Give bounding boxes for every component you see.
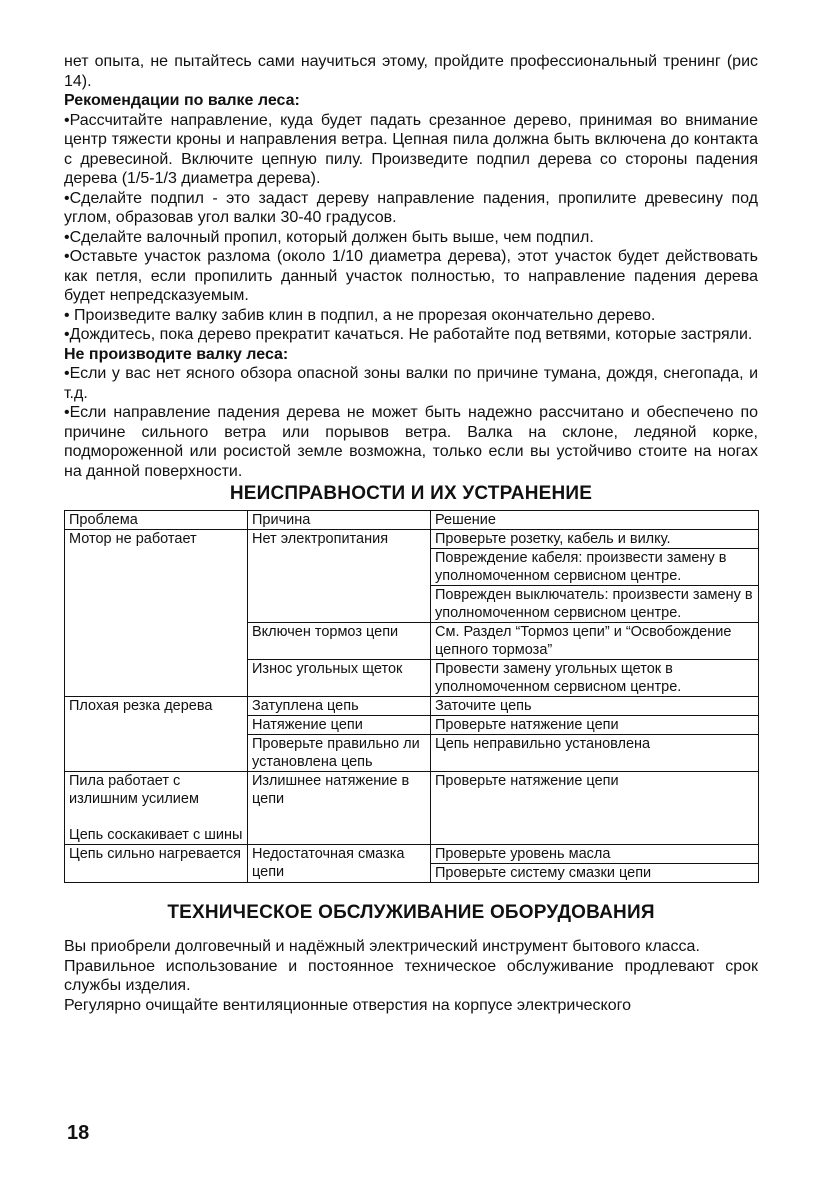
- solution-cell: Проверьте натяжение цепи: [431, 772, 759, 845]
- recommendation-item: •Дождитесь, пока дерево прекратит качаться. Не работайте под ветвями, которые застряли.: [64, 326, 753, 343]
- cause-cell: Износ угольных щеток: [248, 660, 431, 697]
- recommendation-item: •Оставьте участок разлома (около 1/10 диаметра дерева), этот участок будет действовать как петля, если пропилить данный участок полностью, то направление падения дерева будет непредсказуемым.: [64, 248, 758, 304]
- maintenance-paragraph: Вы приобрели долговечный и надёжный электрический инструмент бытового класса.: [64, 938, 700, 955]
- recommendation-item: •Сделайте подпил - это задаст дереву направление падения, пропилите древесину под углом, образовав угол валки 30-40 градусов.: [64, 189, 758, 226]
- solution-cell: Провести замену угольных щеток в уполномоченном сервисном центре.: [431, 660, 759, 697]
- problem-cell: Плохая резка дерева: [65, 697, 248, 772]
- table-header-row: [65, 511, 759, 530]
- solution-cell: Проверьте систему смазки цепи: [431, 864, 759, 883]
- cause-cell: Излишнее натяжение в цепи: [248, 772, 431, 845]
- solution-cell: Поврежден выключатель: произвести замену в уполномоченном сервисном центре.: [431, 586, 759, 623]
- recommendation-item: • Произведите валку забив клин в подпил, а не прорезая окончательно дерево.: [64, 306, 656, 324]
- header-solution: Решение: [431, 511, 759, 530]
- cause-cell: Включен тормоз цепи: [248, 623, 431, 660]
- page-content: [64, 52, 758, 1015]
- solution-cell: Проверьте розетку, кабель и вилку.: [431, 530, 759, 549]
- problem-text: Пила работает с излишним усилием: [69, 773, 199, 807]
- problem-cell: [65, 772, 248, 845]
- maintenance-paragraph: Регулярно очищайте вентиляционные отверстия на корпусе электрического: [64, 996, 632, 1014]
- page-number: 18: [67, 1122, 90, 1144]
- intro-paragraph: нет опыта, не пытайтесь сами научиться этому, пройдите профессиональный тренинг (рис 14).: [64, 53, 758, 90]
- cause-cell: Натяжение цепи: [248, 716, 431, 735]
- solution-cell: Проверьте уровень масла: [431, 845, 759, 864]
- felling-recommendations-heading: Рекомендации по валке леса:: [64, 92, 300, 109]
- troubleshooting-table: [64, 510, 759, 883]
- problem-text: Цепь соскакивает с шины: [69, 827, 243, 843]
- table-row: [65, 530, 759, 549]
- solution-cell: См. Раздел “Тормоз цепи” и “Освобождение цепного тормоза”: [431, 623, 759, 660]
- header-cause: Причина: [248, 511, 431, 530]
- troubleshooting-title: НЕИСПРАВНОСТИ И ИХ УСТРАНЕНИЕ: [229, 483, 593, 504]
- solution-cell: Проверьте натяжение цепи: [431, 716, 759, 735]
- table-row: [65, 772, 759, 845]
- cause-cell: Затуплена цепь: [248, 697, 431, 716]
- no-felling-item: •Если у вас нет ясного обзора опасной зоны валки по причине тумана, дождя, снегопада, и т.д.: [64, 365, 758, 402]
- solution-cell: Заточите цепь: [431, 697, 759, 716]
- maintenance-paragraph: Правильное использование и постоянное техническое обслуживание продлевают срок службы изделия.: [64, 957, 758, 994]
- solution-cell: Цепь неправильно установлена: [431, 735, 759, 772]
- cause-cell: Проверьте правильно ли установлена цепь: [248, 735, 431, 772]
- cause-cell: Нет электропитания: [248, 530, 431, 623]
- solution-cell: Повреждение кабеля: произвести замену в уполномоченном сервисном центре.: [431, 549, 759, 586]
- no-felling-heading: Не производите валку леса:: [64, 345, 289, 363]
- cause-cell: Недостаточная смазка цепи: [248, 845, 431, 883]
- recommendation-item: •Рассчитайте направление, куда будет падать срезанное дерево, принимая во внимание центр тяжести кроны и направления ветра. Цепная пила должна быть включена до контакта с древесиной. Включите цепную пилу. Произведите подпил дерева со стороны падения дерева (1/5-1/3 диаметра дерева).: [64, 111, 758, 187]
- problem-cell: Цепь сильно нагревается: [65, 845, 248, 883]
- maintenance-title: ТЕХНИЧЕСКОЕ ОБСЛУЖИВАНИЕ ОБОРУДОВАНИЯ: [167, 902, 655, 923]
- problem-cell: Мотор не работает: [65, 530, 248, 697]
- no-felling-item: •Если направление падения дерева не может быть надежно рассчитано и обеспечено по причине сильного ветра или порывов ветра. Валка на склоне, ледяной корке, подмороженной или росистой земле возможна, только если вы устойчиво стоите на ногах на данной поверхности.: [64, 404, 758, 480]
- header-problem: Проблема: [65, 511, 248, 530]
- table-row: [65, 697, 759, 716]
- recommendation-item: •Сделайте валочный пропил, который должен быть выше, чем подпил.: [64, 228, 594, 246]
- table-row: [65, 845, 759, 864]
